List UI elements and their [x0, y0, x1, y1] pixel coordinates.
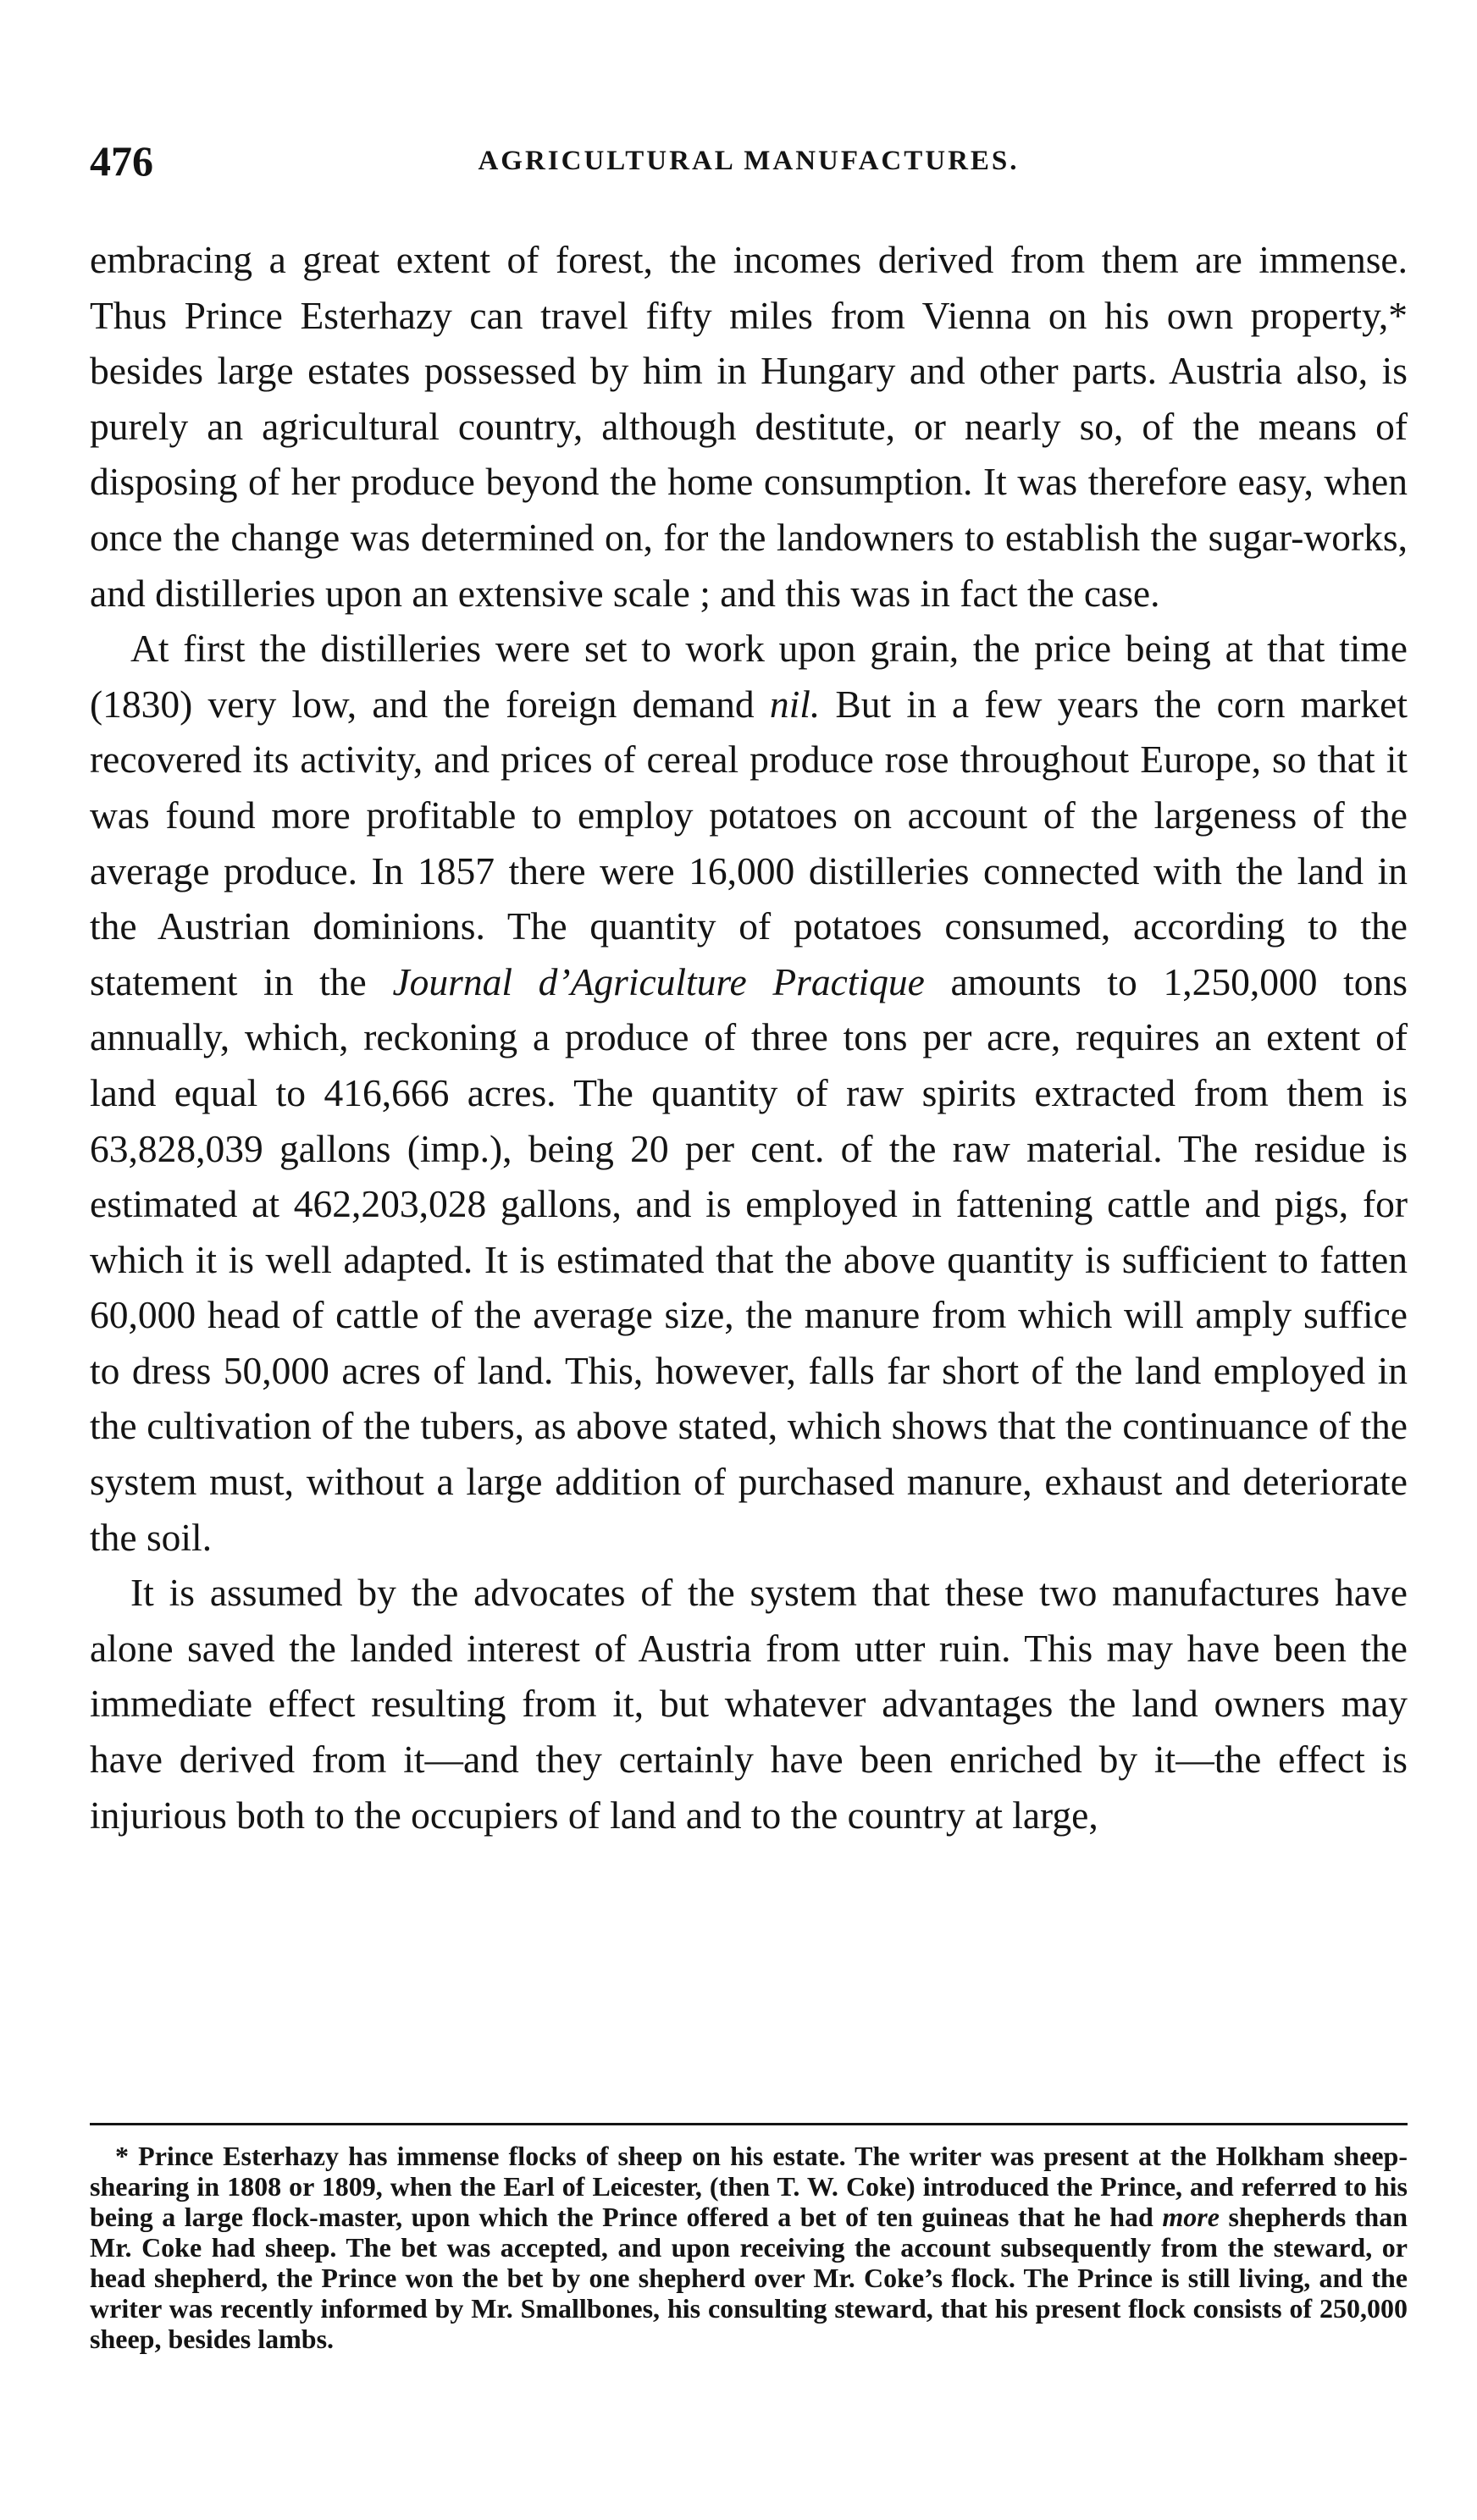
footnote	[90, 2141, 1408, 2354]
footnote-italic-more: more	[1162, 2202, 1220, 2232]
paragraph-2-text-a: At first the distilleries were set to work upon grain, the price being at that time (1830) very low, and the foreign demand	[90, 627, 1408, 726]
footnote-rule	[90, 2123, 1408, 2125]
paragraph-1	[90, 232, 1408, 621]
body-text	[90, 232, 1408, 1843]
paragraph-2-text-e: amounts to 1,250,000 tons annually, which, reckoning a produce of three tons per acre, requires an extent of land equal to 416,666 acres. The quantity of raw spirits extracted from them is 63,828,039 gallons (imp.), being 20 per cent. of the raw material. The residue is estimated at 462,203,028 gallons, and is employed in fattening cattle and pigs, for which it is well adapted. It is estimated that the above quantity is sufficient to fatten 60,000 head of cattle of the average size, the manure from which will amply suffice to dress 50,000 acres of land. This, however, falls far short of the land employed in the cultivation of the tubers, as above stated, which shows that the continuance of the system must, without a large addition of purchased manure, exhaust and deteriorate the soil.	[90, 959, 1408, 1559]
footnote-text-c: shepherds than Mr. Coke had sheep. The bet was accepted, and upon receiving the account subsequently from the steward, or head shepherd, the Prince won the bet by one shepherd over Mr. Coke’s flock. The Prince is still living, and the writer was recently informed by Mr. Smallbones, his consulting steward, that his present flock consists of 250,000 sheep, besides lambs.	[90, 2202, 1408, 2354]
footnote-text-a: * Prince Esterhazy has immense flocks of sheep on his estate. The writer was present at the Holkham sheep-shearing in 1808 or 1809, when the Earl of Leicester, (then T. W. Coke) introduced the Prince, and referred to his being a large flock-master, upon which the Prince offered a bet of ten guineas that he had	[90, 2141, 1408, 2232]
page-number: 476	[90, 137, 153, 185]
running-head: AGRICULTURAL MANUFACTURES.	[478, 146, 1020, 176]
paragraph-2-italic-nil: nil.	[769, 682, 821, 726]
paragraph-1-text: embracing a great extent of forest, the incomes derived from them are immense. Thus Prince Esterhazy can travel fifty miles from Vienna on his own property,* besides large estates possessed by him in Hungary and other parts. Austria also, is purely an agricultural country, although destitute, or nearly so, of the means of disposing of her produce beyond the home consumption. It was therefore easy, when once the change was determined on, for the landowners to establish the sugar-works, and distilleries upon an extensive scale ; and this was in fact the case.	[90, 238, 1408, 615]
page-header	[90, 135, 1408, 186]
paragraph-2	[90, 621, 1408, 1565]
paragraph-2-text-c: But in a few years the corn market recovered its activity, and prices of cereal produce rose throughout Europe, so that it was found more profitable to employ potatoes on account of the largeness of the average produce. In 1857 there were 16,000 distilleries connected with the land in the Austrian dominions. The quantity of potatoes consumed, according to the statement in the	[90, 682, 1408, 1003]
paragraph-3-text: It is assumed by the advocates of the system that these two manufactures have alone saved the landed interest of Austria from utter ruin. This may have been the immediate effect resulting from it, but whatever advantages the land owners may have derived from it—and they certainly have been enriched by it—the effect is injurious both to the occupiers of land and to the country at large,	[90, 1571, 1408, 1837]
journal-title: Journal d’Agriculture Practique	[392, 959, 925, 1003]
paragraph-3	[90, 1565, 1408, 1843]
